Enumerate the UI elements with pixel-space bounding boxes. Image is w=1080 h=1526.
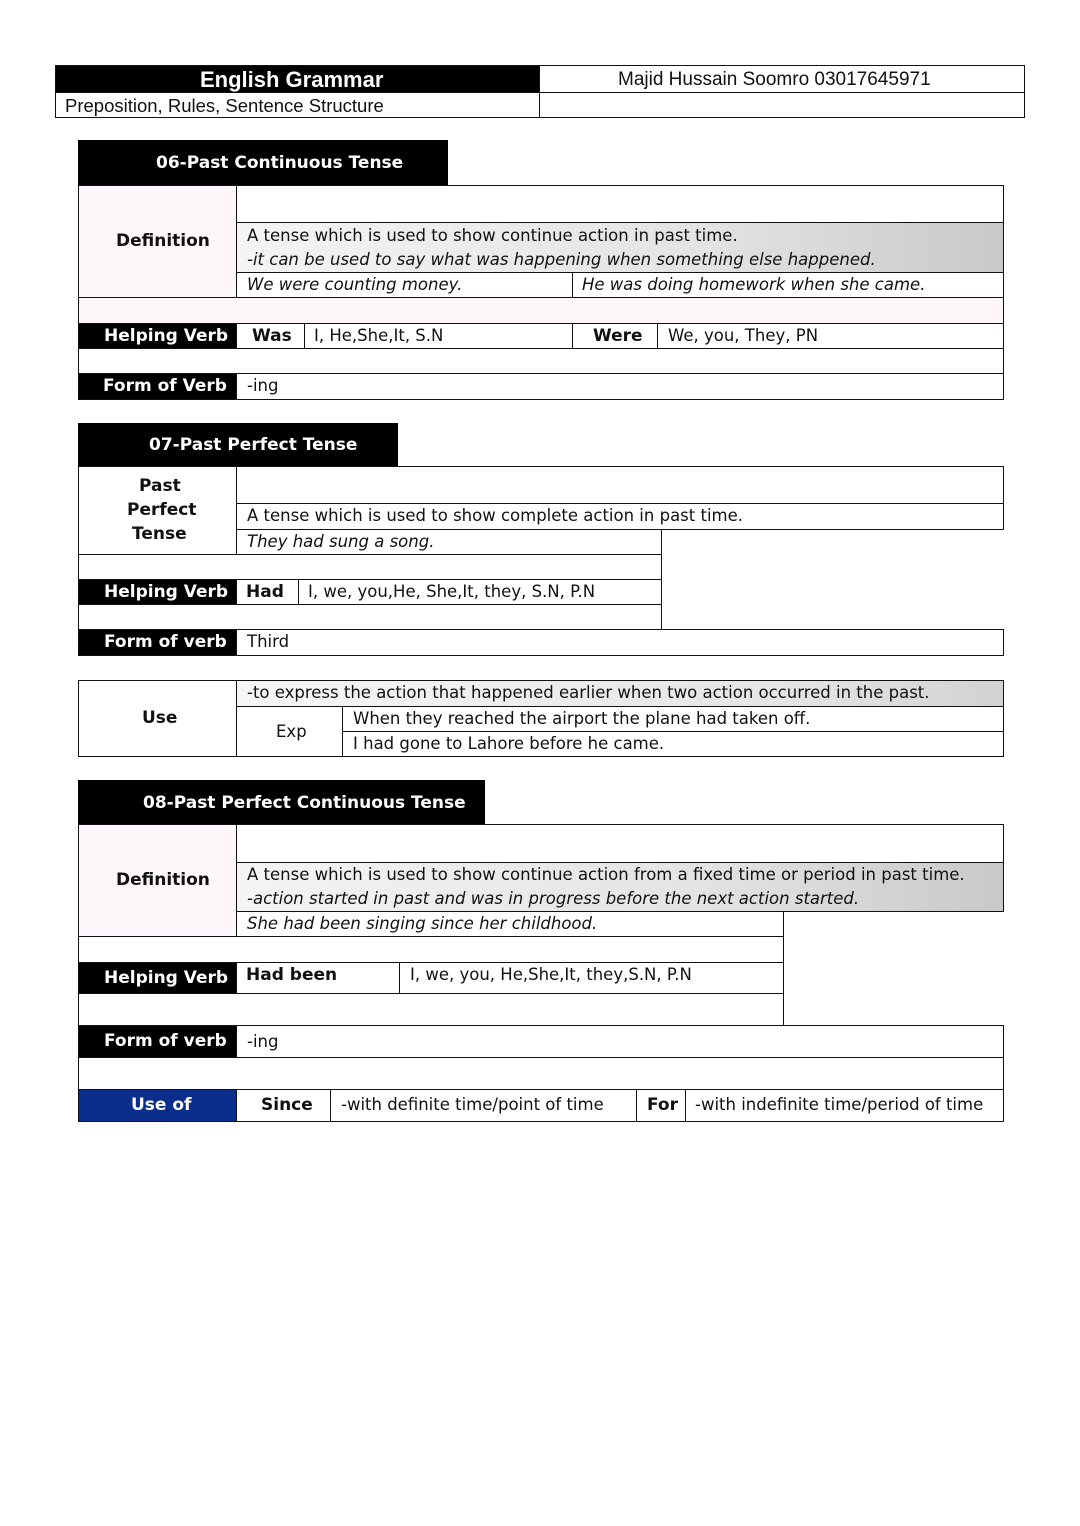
section07-blank-row: [236, 466, 1004, 504]
section07-spacer2: [78, 604, 662, 630]
section08-helping-label: Helping Verb: [104, 968, 229, 988]
section06-hv1-subjects: I, He,She,It, S.N: [314, 326, 444, 345]
section08-spacer2: [78, 993, 784, 1026]
section07-form-value-cell: [236, 629, 1004, 656]
section07-definition-text: A tense which is used to show complete action in past time.: [247, 506, 744, 525]
section07-label-line1: Past: [139, 476, 181, 496]
section08-use-label: Use of: [131, 1095, 192, 1115]
section06-title: 06-Past Continuous Tense: [156, 153, 404, 173]
section07-exp-label: Exp: [276, 722, 307, 741]
section07-exp2: I had gone to Lahore before he came.: [353, 734, 665, 753]
section07-label-line3: Tense: [132, 524, 187, 544]
section08-hv: Had been: [246, 965, 338, 985]
section07-title: 07-Past Perfect Tense: [149, 435, 358, 455]
section06-form-value: -ing: [247, 376, 279, 395]
section07-hv: Had: [246, 582, 284, 602]
section08-since-label: Since: [261, 1095, 313, 1115]
section08-hv-subjects: I, we, you, He,She,It, they,S.N, P.N: [410, 965, 692, 984]
section06-hv1: Was: [252, 326, 292, 346]
section06-spacer2: [78, 348, 1004, 374]
section08-form-label: Form of verb: [104, 1031, 227, 1051]
section07-use-label: Use: [142, 708, 178, 728]
section08-definition-text: A tense which is used to show continue action from a fixed time or period in past time.: [247, 865, 965, 884]
section08-spacer1: [78, 936, 784, 963]
section07-spacer1: [78, 554, 662, 580]
section07-hv-subjects: I, we, you,He, She,It, they, S.N, P.N: [308, 582, 596, 601]
section06-form-value-cell: [236, 373, 1004, 400]
section08-for-label: For: [647, 1095, 678, 1115]
section06-example1: We were counting money.: [247, 275, 463, 294]
section06-form-label: Form of Verb: [103, 376, 227, 396]
section07-form-value: Third: [247, 632, 290, 651]
section08-blank-row: [236, 824, 1004, 863]
section06-definition-text: A tense which is used to show continue action in past time.: [247, 226, 738, 245]
section08-title: 08-Past Perfect Continuous Tense: [143, 793, 466, 813]
section06-definition-note: -it can be used to say what was happening when something else happened.: [247, 250, 876, 269]
section06-example2: He was doing homework when she came.: [582, 275, 926, 294]
section08-spacer3: [78, 1057, 1004, 1090]
section06-definition-label: Definition: [116, 231, 210, 251]
header-title: English Grammar: [200, 67, 384, 92]
section07-label-line2: Perfect: [127, 500, 197, 520]
section07-use-text: -to express the action that happened earlier when two action occurred in the past.: [247, 683, 930, 702]
header-subtitle: Preposition, Rules, Sentence Structure: [65, 95, 384, 116]
section06-spacer1: [78, 297, 1004, 324]
section08-for-text: -with indefinite time/period of time: [695, 1095, 984, 1114]
section07-exp1: When they reached the airport the plane had taken off.: [353, 709, 811, 728]
section06-hv2: Were: [593, 326, 643, 346]
section07-helping-label: Helping Verb: [104, 582, 229, 602]
section08-definition-label: Definition: [116, 870, 210, 890]
section06-helping-label: Helping Verb: [104, 326, 229, 346]
section06-blank-row: [236, 185, 1004, 223]
section08-since-text: -with definite time/point of time: [341, 1095, 604, 1114]
section08-form-value: -ing: [247, 1032, 279, 1051]
header-empty-cell: [539, 92, 1025, 118]
section07-form-label: Form of verb: [104, 632, 227, 652]
section06-hv2-subjects: We, you, They, PN: [668, 326, 819, 345]
section08-definition-note: -action started in past and was in progress before the next action started.: [247, 889, 860, 908]
section08-form-value-cell: [236, 1025, 1004, 1058]
section08-example: She had been singing since her childhood.: [247, 914, 598, 933]
section07-example: They had sung a song.: [247, 532, 435, 551]
header-author: Majid Hussain Soomro 03017645971: [618, 69, 931, 90]
